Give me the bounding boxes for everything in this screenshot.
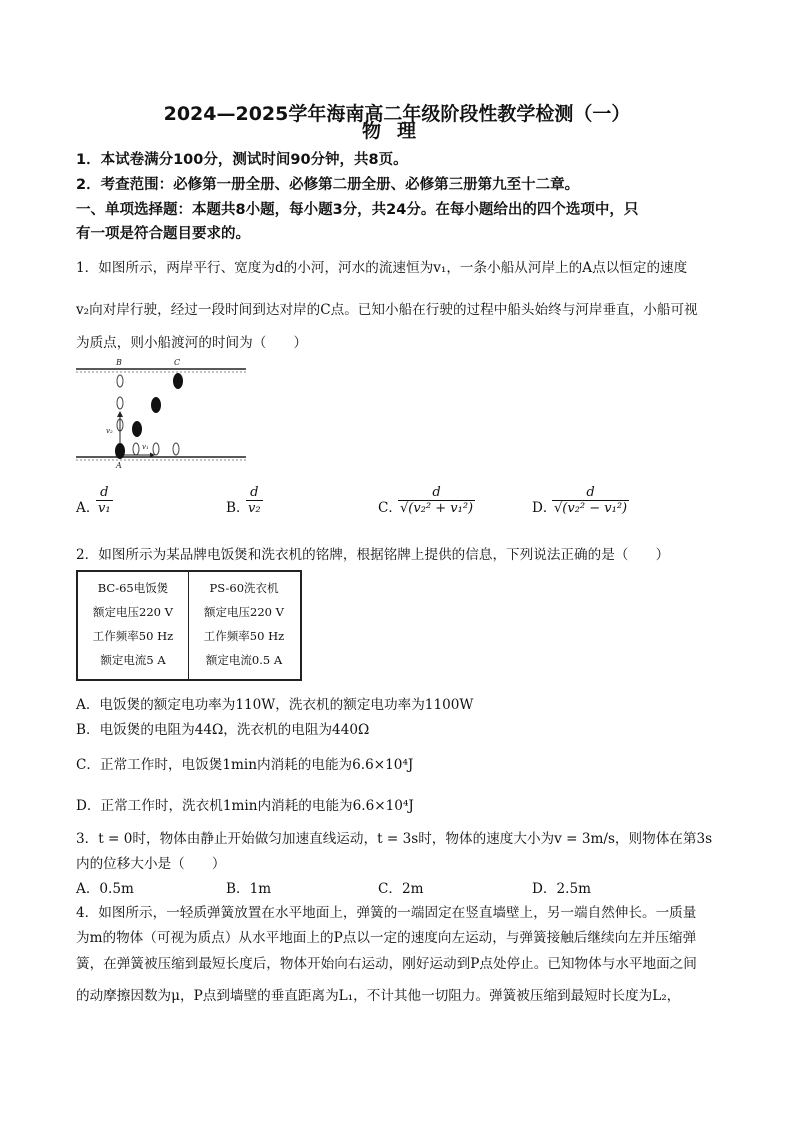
q1-option-b-den: v₂ bbox=[248, 501, 261, 516]
q1-stem-line-3: 为质点，则小船渡河的时间为（ ） bbox=[76, 335, 308, 351]
q3-option-a: A．0.5m bbox=[76, 881, 134, 897]
q1-option-c-den: √(v₂² + v₁²) bbox=[400, 501, 474, 516]
nameplate-cell: PS-60洗衣机 bbox=[209, 581, 279, 595]
q2-option-b: B．电饭煲的电阻为44Ω，洗衣机的电阻为440Ω bbox=[76, 722, 370, 738]
subject-title: 物理 bbox=[361, 120, 432, 142]
river-boat-figure bbox=[76, 357, 246, 469]
q2-option-a: A．电饭煲的额定电功率为110W，洗衣机的额定电功率为1100W bbox=[76, 697, 474, 713]
nameplate-table bbox=[76, 570, 302, 681]
nameplate-cell: 额定电流0.5 A bbox=[205, 653, 283, 667]
note-1: 1．本试卷满分100分，测试时间90分钟，共8页。 bbox=[76, 152, 408, 168]
q3-stem-line-2: 内的位移大小是（ ） bbox=[76, 856, 226, 872]
boat-outline-2 bbox=[117, 397, 123, 409]
section-heading-line-2: 有一项是符合题目要求的。 bbox=[76, 226, 250, 242]
q1-option-c-num: d bbox=[432, 485, 441, 500]
exam-title: 2024—2025学年海南高二年级阶段性教学检测（一） bbox=[163, 103, 631, 125]
point-c-label: C bbox=[174, 358, 181, 367]
note-2: 2．考查范围：必修第一册全册、必修第二册全册、必修第三册第九至十二章。 bbox=[76, 177, 580, 193]
q3-option-d: D．2.5m bbox=[532, 881, 592, 897]
q1-option-c-fraction bbox=[398, 485, 475, 516]
section-heading-line-1: 一、单项选择题：本题共8小题，每小题3分，共24分。在每小题给出的四个选项中，只 bbox=[76, 202, 639, 218]
q1-option-d-fraction bbox=[552, 485, 629, 516]
nameplate-washing-machine bbox=[189, 572, 299, 679]
boat-filled-1 bbox=[173, 373, 183, 389]
q2-option-c: C．正常工作时，电饭煲1min内消耗的电能为6.6×10⁴J bbox=[76, 757, 414, 773]
q1-option-b-fraction bbox=[246, 485, 263, 516]
q4-stem-line-4: 的动摩擦因数为μ，P点到墙壁的垂直距离为L₁，不计其他一切阻力。弹簧被压缩到最短时长度为L₂， bbox=[76, 988, 681, 1004]
boat-filled-2 bbox=[151, 397, 161, 413]
q1-option-a-letter: A． bbox=[76, 500, 100, 516]
nameplate-cell: 额定电压220 V bbox=[204, 605, 284, 619]
v2-arrowhead bbox=[117, 411, 123, 417]
q4-stem-line-2: 为m的物体（可视为质点）从水平地面上的P点以一定的速度向左运动，与弹簧接触后继续向左并压缩弹 bbox=[76, 930, 697, 946]
q1-option-a-den: v₁ bbox=[98, 501, 111, 516]
point-a-label: A bbox=[116, 461, 122, 469]
q2-option-d: D．正常工作时，洗衣机1min内消耗的电能为6.6×10⁴J bbox=[76, 798, 414, 814]
nameplate-cell: 额定电压220 V bbox=[93, 605, 173, 619]
q3-option-b: B．1m bbox=[226, 881, 272, 897]
q3-option-c: C．2m bbox=[378, 881, 424, 897]
q1-option-d-num: d bbox=[586, 485, 595, 500]
boat-outline-5 bbox=[153, 443, 159, 455]
nameplate-cell: 额定电流5 A bbox=[100, 653, 166, 667]
nameplate-cell: 工作频率50 Hz bbox=[92, 629, 174, 643]
q2-stem: 2．如图所示为某品牌电饭煲和洗衣机的铭牌，根据铭牌上提供的信息，下列说法正确的是（ ） bbox=[76, 547, 670, 563]
v1-label: v₁ bbox=[142, 443, 149, 451]
boat-filled-4 bbox=[115, 443, 125, 459]
nameplate-cell: BC-65电饭煲 bbox=[97, 581, 169, 595]
q1-stem-line-1: 1．如图所示，两岸平行、宽度为d的小河，河水的流速恒为v₁，一条小船从河岸上的A点以恒定的速度 bbox=[76, 260, 688, 276]
q4-stem-line-1: 4．如图所示，一轻质弹簧放置在水平地面上，弹簧的一端固定在竖直墙壁上，另一端自然伸长。一质量 bbox=[76, 905, 697, 921]
q1-option-a-num: d bbox=[100, 485, 109, 500]
boat-filled-3 bbox=[132, 421, 142, 437]
q1-option-c-letter: C． bbox=[378, 500, 402, 516]
q1-option-b-letter: B． bbox=[226, 500, 250, 516]
nameplate-rice-cooker bbox=[78, 572, 188, 679]
q1-stem-line-2: v₂向对岸行驶，经过一段时间到达对岸的C点。已知小船在行驶的过程中船头始终与河岸垂直，小船可视 bbox=[76, 302, 698, 318]
boat-outline-1 bbox=[117, 375, 123, 387]
boat-outline-6 bbox=[173, 443, 179, 455]
q1-option-a-fraction bbox=[96, 485, 113, 516]
boat-outline-4 bbox=[133, 443, 139, 455]
q1-option-d-den: √(v₂² − v₁²) bbox=[554, 501, 628, 516]
v2-label: v₂ bbox=[106, 427, 113, 435]
q3-stem-line-1: 3．t = 0时，物体由静止开始做匀加速直线运动，t = 3s时，物体的速度大小为v = 3m/s，则物体在第3s bbox=[76, 831, 713, 847]
nameplate-cell: 工作频率50 Hz bbox=[203, 629, 285, 643]
point-b-label: B bbox=[116, 358, 122, 367]
q1-option-b-num: d bbox=[250, 485, 259, 500]
q1-option-d-letter: D． bbox=[532, 500, 557, 516]
q4-stem-line-3: 簧，在弹簧被压缩到最短长度后，物体开始向右运动，刚好运动到P点处停止。已知物体与水平地面之间 bbox=[76, 956, 697, 972]
